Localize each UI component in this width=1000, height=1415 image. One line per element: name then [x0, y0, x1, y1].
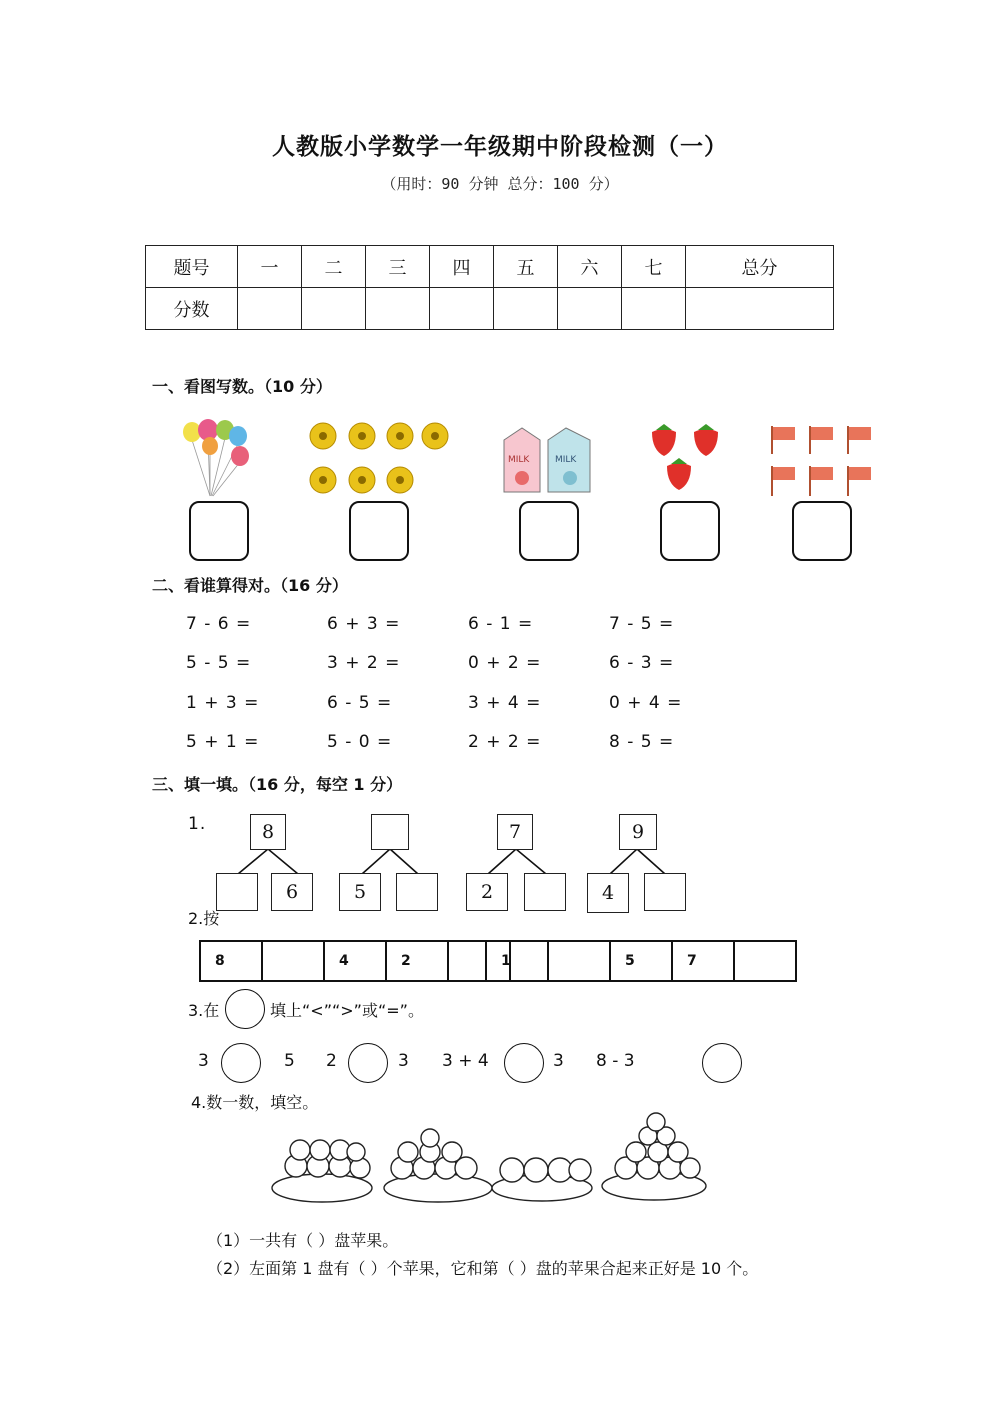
sequence-cell[interactable]: 2 [386, 941, 448, 981]
bond-right-box[interactable] [396, 873, 438, 911]
answer-box-balloons[interactable] [189, 501, 249, 561]
answer-box-strawberries[interactable] [660, 501, 720, 561]
sequence-cell[interactable] [548, 941, 610, 981]
equation: 6 - 3 = [609, 653, 675, 673]
bond-right-box[interactable] [524, 873, 566, 911]
equation: 7 - 5 = [609, 614, 675, 634]
svg-text:MILK: MILK [555, 455, 577, 465]
score-input-cell[interactable] [686, 288, 834, 330]
sunflowers-icon [305, 420, 455, 498]
q4-line-2: （2）左面第 1 盘有（ ）个苹果，它和第（ ）盘的苹果合起来正好是 10 个。 [207, 1259, 759, 1278]
bond-left-box[interactable]: 2 [466, 873, 508, 911]
score-input-cell[interactable] [558, 288, 622, 330]
score-input-cell[interactable] [494, 288, 558, 330]
score-input-cell[interactable] [366, 288, 430, 330]
sequence-cell[interactable] [734, 941, 796, 981]
svg-text:MILK: MILK [508, 455, 530, 465]
compare-circle[interactable] [348, 1043, 388, 1083]
score-cell: 七 [622, 246, 686, 288]
q3-prefix: 3.在 [188, 1001, 220, 1020]
bond-left-box[interactable]: 4 [587, 873, 629, 913]
compare-circle[interactable] [221, 1043, 261, 1083]
milk-cartons-icon [500, 426, 596, 494]
equation: 6 + 3 = [327, 614, 401, 634]
bond-top-box[interactable]: 9 [619, 814, 657, 850]
sequence-strip-1 [199, 940, 511, 982]
score-cell: 四 [430, 246, 494, 288]
compare-left: 3 + 4 [442, 1051, 489, 1071]
sequence-strip-2 [485, 940, 797, 982]
score-input-cell[interactable] [430, 288, 494, 330]
page-title: 人教版小学数学一年级期中阶段检测（一） [272, 134, 728, 160]
sequence-cell[interactable]: 5 [610, 941, 672, 981]
sequence-cell[interactable] [262, 941, 324, 981]
compare-left: 8 - 3 [596, 1051, 635, 1071]
flags-icon [768, 424, 872, 498]
section3-heading: 三、填一填。（16 分，每空 1 分） [152, 775, 403, 794]
equation: 0 + 2 = [468, 653, 542, 673]
page-subtitle: （用时：90 分钟 总分：100 分） [381, 175, 619, 193]
score-table-score-row [146, 288, 834, 330]
bond-right-box[interactable]: 6 [271, 873, 313, 911]
score-cell: 六 [558, 246, 622, 288]
equation: 1 + 3 = [186, 693, 260, 713]
score-row-label: 分数 [146, 288, 238, 330]
answer-box-sunflowers[interactable] [349, 501, 409, 561]
sequence-cell[interactable]: 4 [324, 941, 386, 981]
score-input-cell[interactable] [238, 288, 302, 330]
score-table [145, 245, 834, 330]
score-cell: 二 [302, 246, 366, 288]
score-cell: 一 [238, 246, 302, 288]
section2-heading: 二、看谁算得对。（16 分） [152, 576, 348, 595]
equation: 3 + 2 = [327, 653, 401, 673]
score-cell: 三 [366, 246, 430, 288]
score-input-cell[interactable] [302, 288, 366, 330]
q3-instruction: 填上“<”“>”或“=”。 [270, 1001, 424, 1020]
compare-circle[interactable] [702, 1043, 742, 1083]
bond-left-box[interactable]: 5 [339, 873, 381, 911]
equation: 5 + 1 = [186, 732, 260, 752]
balloons-icon [180, 418, 258, 498]
equation: 2 + 2 = [468, 732, 542, 752]
sequence-cell[interactable]: 1 [486, 941, 548, 981]
equation: 5 - 5 = [186, 653, 252, 673]
q4-label: 4.数一数，填空。 [191, 1093, 319, 1112]
sequence-cell[interactable]: 7 [672, 941, 734, 981]
compare-right: 3 [553, 1051, 564, 1071]
compare-right: 5 [284, 1051, 295, 1071]
equation: 7 - 6 = [186, 614, 252, 634]
score-input-cell[interactable] [622, 288, 686, 330]
bond-left-box[interactable] [216, 873, 258, 911]
compare-right: 3 [398, 1051, 409, 1071]
q4-line-1: （1）一共有（ ）盘苹果。 [207, 1231, 399, 1250]
equation: 6 - 1 = [468, 614, 534, 634]
apple-plates-illustration [270, 1108, 720, 1204]
equation: 0 + 4 = [609, 693, 683, 713]
bond-top-box[interactable] [371, 814, 409, 850]
section1-heading: 一、看图写数。（10 分） [152, 377, 332, 396]
compare-circle[interactable] [504, 1043, 544, 1083]
score-cell: 题号 [146, 246, 238, 288]
sequence-cell[interactable]: 8 [200, 941, 262, 981]
score-table-header-row [146, 246, 834, 288]
bond-top-box[interactable]: 8 [250, 814, 286, 850]
bond-top-box[interactable]: 7 [497, 814, 533, 850]
equation: 6 - 5 = [327, 693, 393, 713]
score-cell: 五 [494, 246, 558, 288]
equation: 5 - 0 = [327, 732, 393, 752]
equation: 8 - 5 = [609, 732, 675, 752]
q2-label: 2.按 [188, 909, 220, 928]
equation: 3 + 4 = [468, 693, 542, 713]
example-circle [225, 989, 265, 1029]
score-cell: 总分 [686, 246, 834, 288]
answer-box-flags[interactable] [792, 501, 852, 561]
answer-box-milk[interactable] [519, 501, 579, 561]
compare-left: 3 [198, 1051, 209, 1071]
bond-right-box[interactable] [644, 873, 686, 911]
strawberries-icon [648, 422, 724, 494]
q1-label: 1. [188, 814, 207, 834]
compare-left: 2 [326, 1051, 337, 1071]
